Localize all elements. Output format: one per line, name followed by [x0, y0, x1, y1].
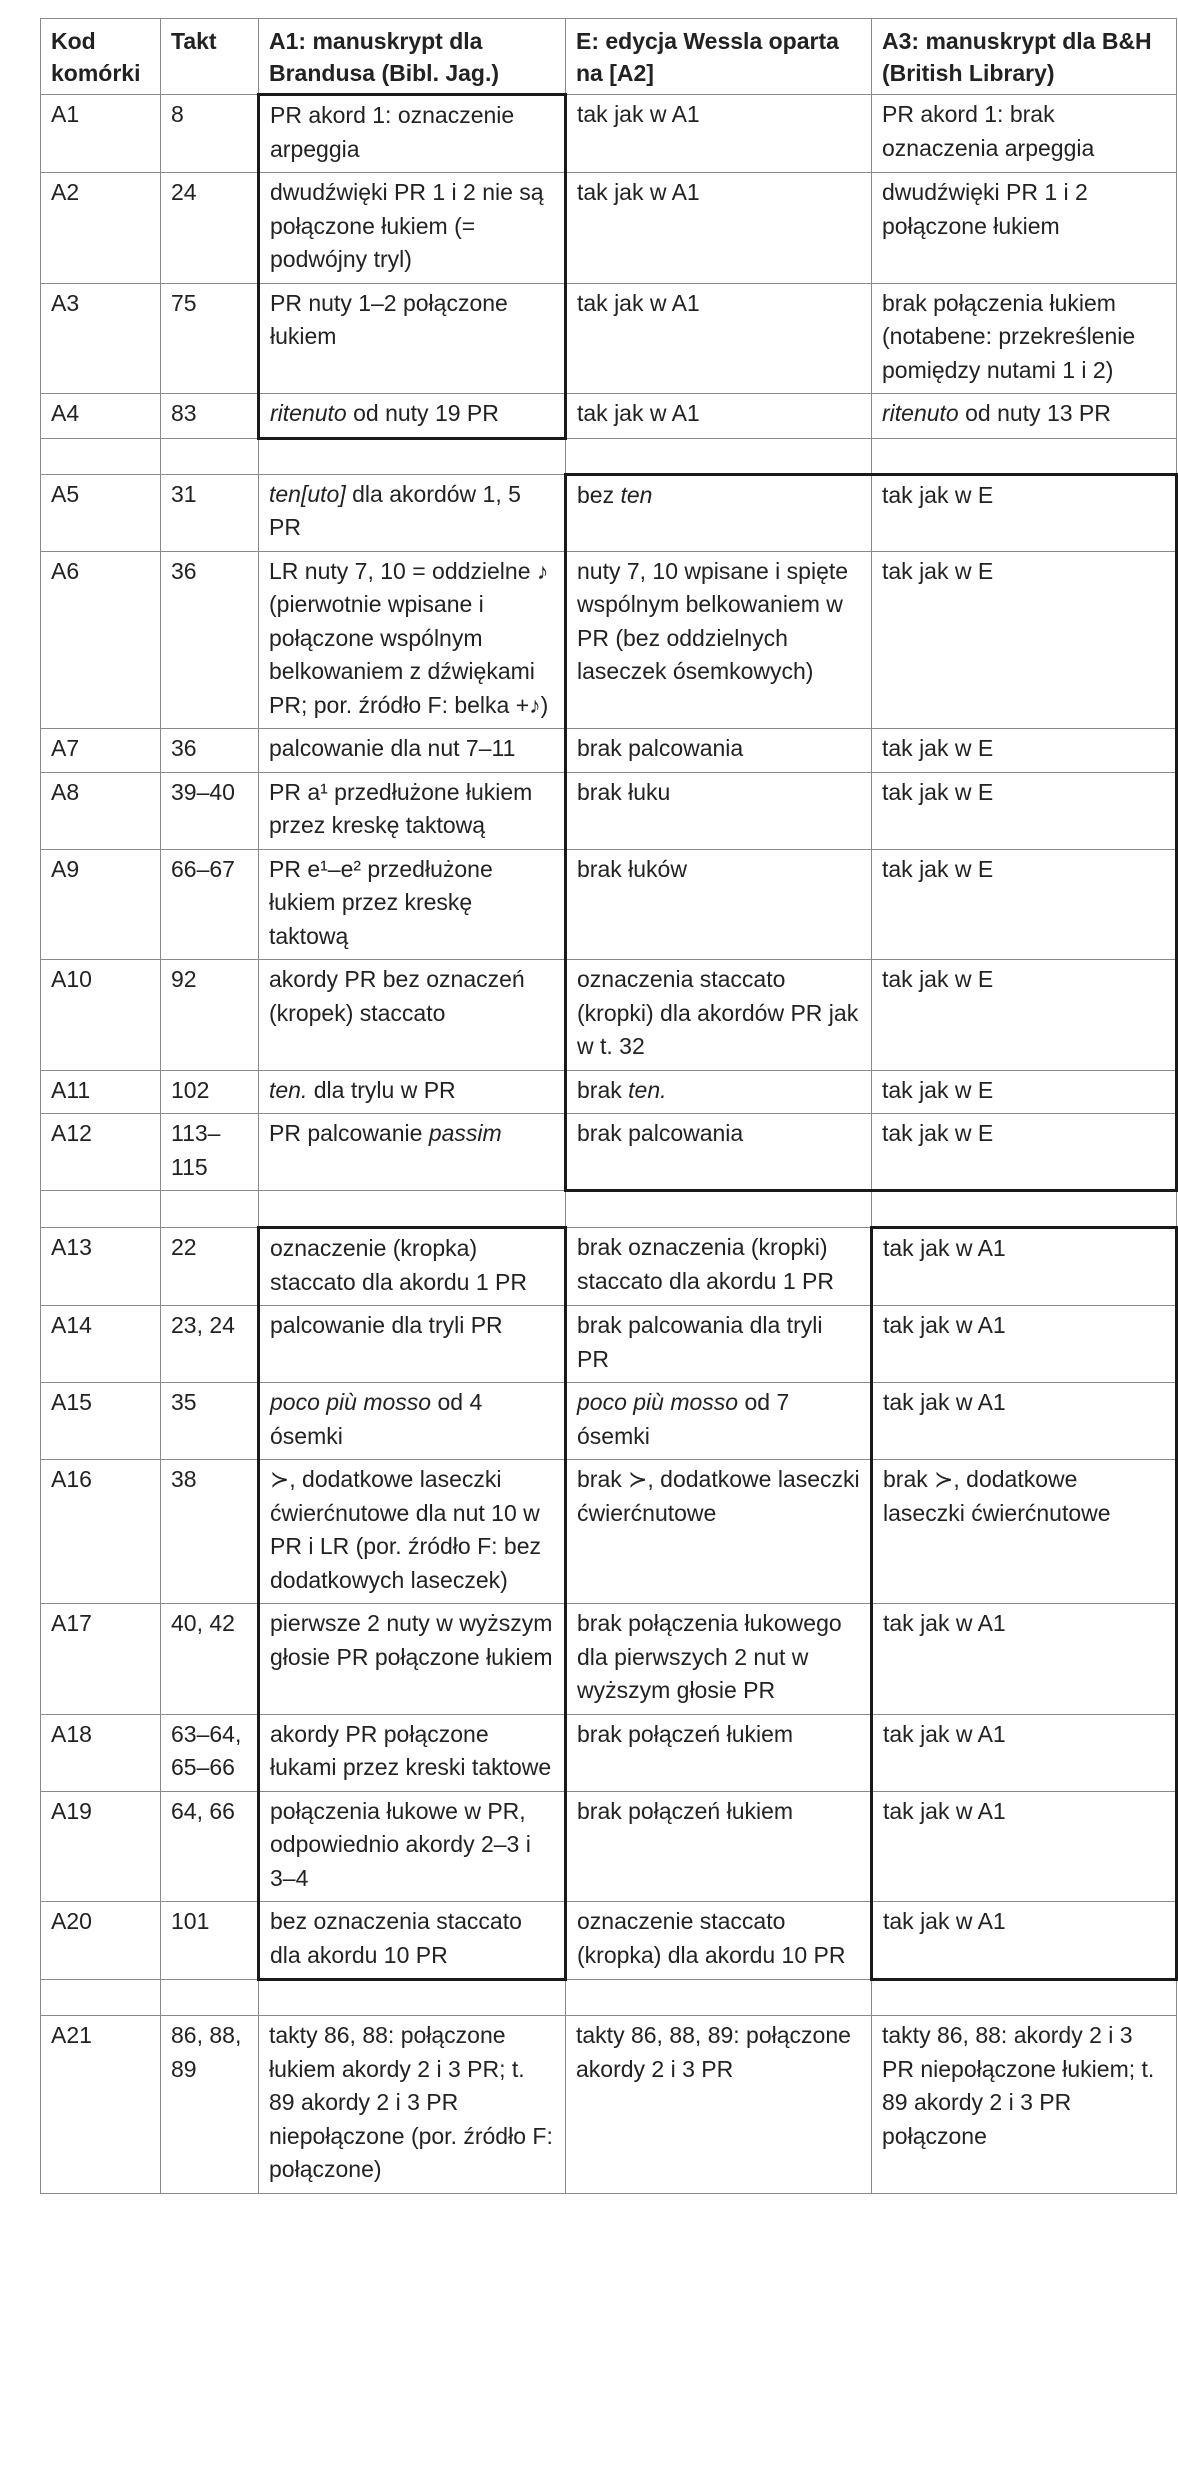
cell-code: A12: [41, 1114, 161, 1191]
cell-e: brak połączenia łukowego dla pierwszych 2 nut w wyższym głosie PR: [566, 1604, 872, 1715]
cell-takt: 66–67: [161, 849, 259, 960]
cell-a1: palcowanie dla nut 7–11: [259, 729, 566, 773]
table-row: [41, 1791, 1177, 1902]
cell-code: A7: [41, 729, 161, 773]
empty-cell: [566, 438, 872, 474]
table-row: [41, 394, 1177, 439]
header-code: Kod komórki: [41, 19, 161, 95]
empty-cell: [41, 438, 161, 474]
cell-code: A18: [41, 1714, 161, 1791]
header-e: E: edycja Wessla oparta na [A2]: [566, 19, 872, 95]
cell-code: A13: [41, 1228, 161, 1306]
cell-code: A6: [41, 551, 161, 729]
cell-takt: 102: [161, 1070, 259, 1114]
cell-a1: akordy PR połączone łukami przez kreski taktowe: [259, 1714, 566, 1791]
cell-code: A9: [41, 849, 161, 960]
empty-cell: [161, 1191, 259, 1228]
cell-a3: tak jak w E: [872, 1114, 1177, 1191]
cell-a1: pierwsze 2 nuty w wyższym głosie PR połączone łukiem: [259, 1604, 566, 1715]
document-page: [40, 18, 1178, 2194]
cell-a3: tak jak w E: [872, 474, 1177, 551]
cell-a3: ritenuto od nuty 13 PR: [872, 394, 1177, 439]
cell-a1: poco più mosso od 4 ósemki: [259, 1383, 566, 1460]
table-row: [41, 1070, 1177, 1114]
cell-e: brak palcowania: [566, 1114, 872, 1191]
cell-a3: tak jak w E: [872, 849, 1177, 960]
cell-code: A21: [41, 2016, 161, 2194]
cell-takt: 39–40: [161, 772, 259, 849]
cell-a3: tak jak w A1: [872, 1306, 1177, 1383]
empty-cell: [872, 438, 1177, 474]
table-row: [41, 729, 1177, 773]
cell-a1: dwudźwięki PR 1 i 2 nie są połączone łukiem (= podwójny tryl): [259, 173, 566, 284]
cell-takt: 75: [161, 283, 259, 394]
table-body: [41, 95, 1177, 2194]
cell-a1: PR nuty 1–2 połączone łukiem: [259, 283, 566, 394]
table-row: [41, 173, 1177, 284]
cell-takt: 113–115: [161, 1114, 259, 1191]
cell-takt: 64, 66: [161, 1791, 259, 1902]
cell-e: takty 86, 88, 89: połączone akordy 2 i 3 PR: [566, 2016, 872, 2194]
cell-a3: PR akord 1: brak oznaczenia arpeggia: [872, 95, 1177, 173]
cell-e: brak łuków: [566, 849, 872, 960]
table-row: [41, 1114, 1177, 1191]
table-row: [41, 95, 1177, 173]
cell-takt: 92: [161, 960, 259, 1071]
cell-takt: 23, 24: [161, 1306, 259, 1383]
cell-a3: tak jak w E: [872, 729, 1177, 773]
cell-e: oznaczenia staccato (kropki) dla akordów PR jak w t. 32: [566, 960, 872, 1071]
header-a1: A1: manuskrypt dla Brandusa (Bibl. Jag.): [259, 19, 566, 95]
cell-takt: 36: [161, 729, 259, 773]
cell-e: brak palcowania dla tryli PR: [566, 1306, 872, 1383]
cell-a3: tak jak w A1: [872, 1791, 1177, 1902]
cell-e: bez ten: [566, 474, 872, 551]
cell-e: nuty 7, 10 wpisane i spięte wspólnym belkowaniem w PR (bez oddzielnych laseczek ósemkowych): [566, 551, 872, 729]
empty-cell: [566, 1980, 872, 2016]
cell-a1: PR e¹–e² przedłużone łukiem przez kreskę taktową: [259, 849, 566, 960]
cell-takt: 101: [161, 1902, 259, 1980]
cell-a1: PR palcowanie passim: [259, 1114, 566, 1191]
cell-e: brak oznaczenia (kropki) staccato dla akordu 1 PR: [566, 1228, 872, 1306]
header-takt: Takt: [161, 19, 259, 95]
cell-takt: 86, 88, 89: [161, 2016, 259, 2194]
cell-code: A11: [41, 1070, 161, 1114]
cell-e: brak połączeń łukiem: [566, 1791, 872, 1902]
cell-e: oznaczenie staccato (kropka) dla akordu 10 PR: [566, 1902, 872, 1980]
cell-code: A1: [41, 95, 161, 173]
empty-cell: [566, 1191, 872, 1228]
cell-takt: 38: [161, 1460, 259, 1604]
empty-cell: [259, 1980, 566, 2016]
cell-code: A3: [41, 283, 161, 394]
table-row: [41, 2016, 1177, 2194]
cell-code: A8: [41, 772, 161, 849]
cell-a3: tak jak w E: [872, 772, 1177, 849]
cell-a3: tak jak w A1: [872, 1714, 1177, 1791]
table-row: [41, 1383, 1177, 1460]
group-separator-row: [41, 1980, 1177, 2016]
cell-a3: tak jak w A1: [872, 1383, 1177, 1460]
empty-cell: [161, 1980, 259, 2016]
table-row: [41, 1902, 1177, 1980]
table-row: [41, 1228, 1177, 1306]
empty-cell: [161, 438, 259, 474]
cell-a3: tak jak w E: [872, 960, 1177, 1071]
cell-a1: połączenia łukowe w PR, odpowiednio akordy 2–3 i 3–4: [259, 1791, 566, 1902]
cell-a1: ritenuto od nuty 19 PR: [259, 394, 566, 439]
cell-code: A15: [41, 1383, 161, 1460]
cell-a1: PR a¹ przedłużone łukiem przez kreskę taktową: [259, 772, 566, 849]
group-separator-row: [41, 438, 1177, 474]
cell-takt: 8: [161, 95, 259, 173]
cell-code: A4: [41, 394, 161, 439]
table-row: [41, 960, 1177, 1071]
cell-e: tak jak w A1: [566, 283, 872, 394]
cell-a3: dwudźwięki PR 1 i 2 połączone łukiem: [872, 173, 1177, 284]
cell-e: poco più mosso od 7 ósemki: [566, 1383, 872, 1460]
table-row: [41, 551, 1177, 729]
table-row: [41, 1714, 1177, 1791]
cell-e: tak jak w A1: [566, 173, 872, 284]
cell-a3: tak jak w E: [872, 1070, 1177, 1114]
cell-takt: 83: [161, 394, 259, 439]
cell-takt: 40, 42: [161, 1604, 259, 1715]
header-a3: A3: manuskrypt dla B&H (British Library): [872, 19, 1177, 95]
empty-cell: [259, 1191, 566, 1228]
cell-a3: tak jak w A1: [872, 1604, 1177, 1715]
cell-a3: takty 86, 88: akordy 2 i 3 PR niepołączone łukiem; t. 89 akordy 2 i 3 PR połączone: [872, 2016, 1177, 2194]
cell-a3: tak jak w E: [872, 551, 1177, 729]
cell-a1: oznaczenie (kropka) staccato dla akordu 1 PR: [259, 1228, 566, 1306]
empty-cell: [41, 1980, 161, 2016]
cell-a1: takty 86, 88: połączone łukiem akordy 2 i 3 PR; t. 89 akordy 2 i 3 PR niepołączone (por. źródło F: połączone): [259, 2016, 566, 2194]
table-row: [41, 283, 1177, 394]
empty-cell: [872, 1191, 1177, 1228]
empty-cell: [259, 438, 566, 474]
cell-a1: akordy PR bez oznaczeń (kropek) staccato: [259, 960, 566, 1071]
table-header-row: [41, 19, 1177, 95]
cell-a3: tak jak w A1: [872, 1228, 1177, 1306]
cell-e: tak jak w A1: [566, 394, 872, 439]
cell-takt: 24: [161, 173, 259, 284]
table-row: [41, 474, 1177, 551]
cell-a3: brak ≻, dodatkowe laseczki ćwierćnutowe: [872, 1460, 1177, 1604]
cell-a1: ≻, dodatkowe laseczki ćwierćnutowe dla nut 10 w PR i LR (por. źródło F: bez dodatkowych laseczek): [259, 1460, 566, 1604]
cell-code: A10: [41, 960, 161, 1071]
cell-a1: palcowanie dla tryli PR: [259, 1306, 566, 1383]
cell-takt: 36: [161, 551, 259, 729]
cell-a1: PR akord 1: oznaczenie arpeggia: [259, 95, 566, 173]
cell-code: A5: [41, 474, 161, 551]
cell-a3: tak jak w A1: [872, 1902, 1177, 1980]
cell-code: A2: [41, 173, 161, 284]
cell-e: brak palcowania: [566, 729, 872, 773]
cell-a1: LR nuty 7, 10 = oddzielne ♪ (pierwotnie wpisane i połączone wspólnym belkowaniem z dźwiękami PR; por. źródło F: belka +♪): [259, 551, 566, 729]
cell-e: brak ≻, dodatkowe laseczki ćwierćnutowe: [566, 1460, 872, 1604]
group-separator-row: [41, 1191, 1177, 1228]
cell-a3: brak połączenia łukiem (notabene: przekreślenie pomiędzy nutami 1 i 2): [872, 283, 1177, 394]
cell-a1: bez oznaczenia staccato dla akordu 10 PR: [259, 1902, 566, 1980]
cell-takt: 22: [161, 1228, 259, 1306]
cell-takt: 63–64, 65–66: [161, 1714, 259, 1791]
sources-comparison-table: [40, 18, 1178, 2194]
table-row: [41, 849, 1177, 960]
cell-e: brak połączeń łukiem: [566, 1714, 872, 1791]
cell-a1: ten. dla trylu w PR: [259, 1070, 566, 1114]
cell-e: brak ten.: [566, 1070, 872, 1114]
empty-cell: [872, 1980, 1177, 2016]
cell-takt: 35: [161, 1383, 259, 1460]
empty-cell: [41, 1191, 161, 1228]
table-row: [41, 1460, 1177, 1604]
cell-code: A19: [41, 1791, 161, 1902]
cell-code: A20: [41, 1902, 161, 1980]
table-row: [41, 772, 1177, 849]
cell-code: A17: [41, 1604, 161, 1715]
table-row: [41, 1306, 1177, 1383]
cell-takt: 31: [161, 474, 259, 551]
cell-e: tak jak w A1: [566, 95, 872, 173]
table-row: [41, 1604, 1177, 1715]
cell-code: A14: [41, 1306, 161, 1383]
cell-e: brak łuku: [566, 772, 872, 849]
cell-a1: ten[uto] dla akordów 1, 5 PR: [259, 474, 566, 551]
cell-code: A16: [41, 1460, 161, 1604]
